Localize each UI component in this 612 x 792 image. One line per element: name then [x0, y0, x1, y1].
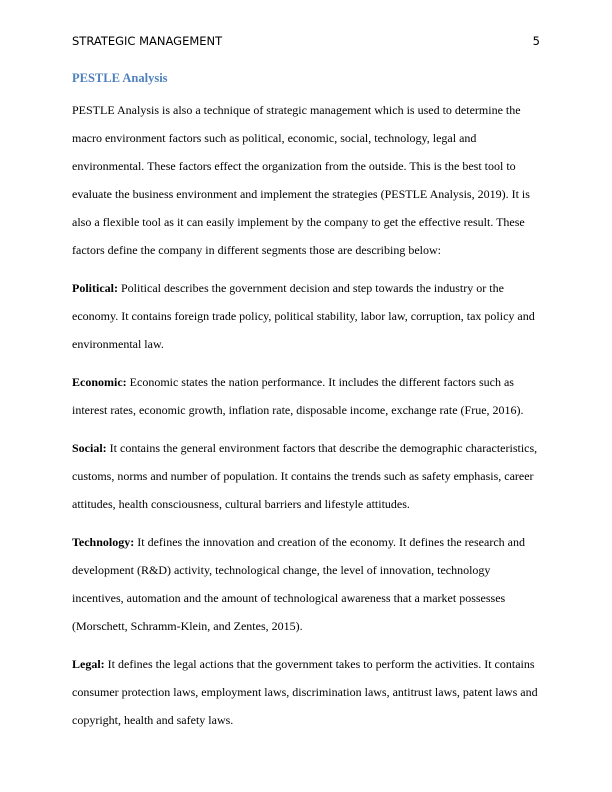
factor-social-paragraph	[72, 434, 542, 518]
factor-technology-paragraph	[72, 528, 542, 640]
factor-term: Legal:	[72, 657, 105, 671]
running-head: STRATEGIC MANAGEMENT	[72, 34, 223, 48]
factor-term: Technology:	[72, 535, 135, 549]
factor-text: Political describes the government decision and step towards the industry or the economy. It contains foreign trade policy, political stability, labor law, corruption, tax policy and environmental law.	[72, 281, 535, 351]
factor-term: Economic:	[72, 375, 127, 389]
page-number: 5	[532, 34, 540, 48]
factor-text: It defines the innovation and creation of the economy. It defines the research and development (R&D) activity, technological change, the level of innovation, technology incentives, automation and the amount of technological awareness that a market possesses (Morschett, Schramm-Klein, and Zentes, 2015).	[72, 535, 525, 633]
factor-legal-paragraph	[72, 650, 542, 734]
intro-paragraph: PESTLE Analysis is also a technique of strategic management which is used to determine the macro environment factors such as political, economic, social, technology, legal and environmental. These factors effect the organization from the outside. This is the best tool to evaluate the business environment and implement the strategies (PESTLE Analysis, 2019). It is also a flexible tool as it can easily implement by the company to get the effective result. These factors define the company in different segments those are describing below:	[72, 103, 530, 257]
factor-term: Political:	[72, 281, 118, 295]
factor-text: It contains the general environment factors that describe the demographic characteristics, customs, norms and number of population. It contains the trends such as safety emphasis, career attitudes, health consciousness, cultural barriers and lifestyle attitudes.	[72, 441, 538, 511]
section-heading: PESTLE Analysis	[72, 71, 168, 85]
factor-political-paragraph	[72, 274, 542, 358]
factor-term: Social:	[72, 441, 107, 455]
factor-economic-paragraph	[72, 368, 542, 424]
page-header	[72, 34, 540, 52]
factor-text: It defines the legal actions that the government takes to perform the activities. It contains consumer protection laws, employment laws, discrimination laws, antitrust laws, patent laws and copyright, health and safety laws.	[72, 657, 538, 727]
factor-text: Economic states the nation performance. It includes the different factors such as interest rates, economic growth, inflation rate, disposable income, exchange rate (Frue, 2016).	[72, 375, 524, 417]
document-body	[72, 69, 542, 734]
